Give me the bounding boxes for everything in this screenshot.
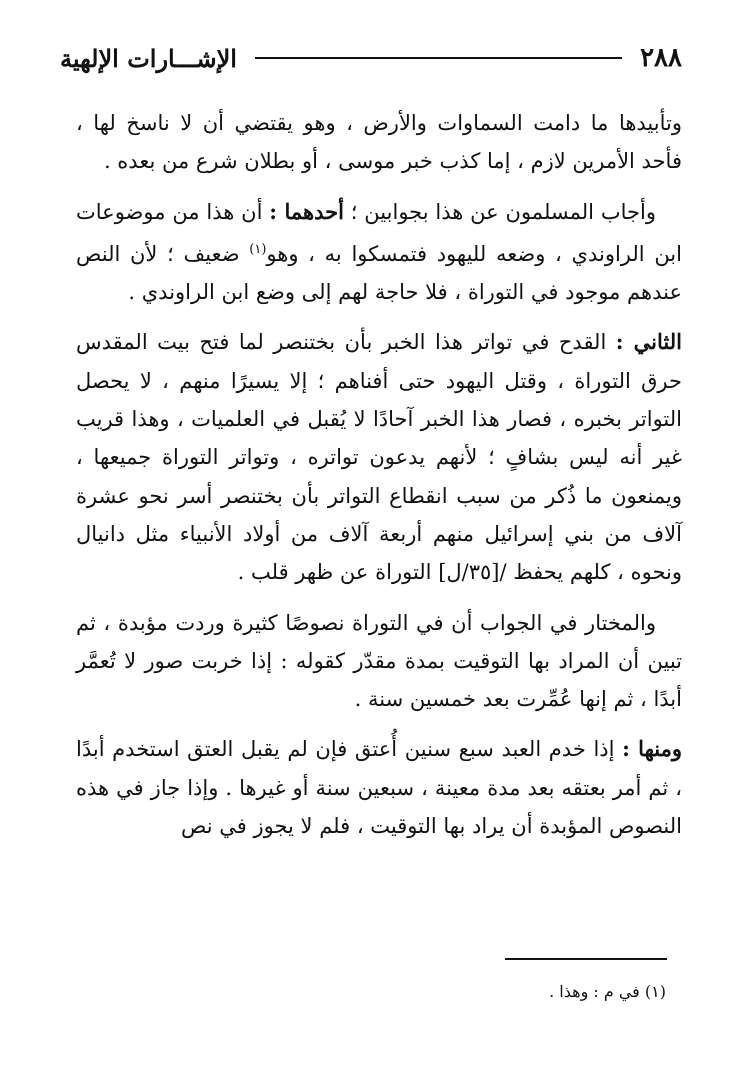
page-number: ٢٨٨ [640, 43, 682, 73]
footnote-reference: (١) [249, 241, 267, 257]
header-rule [255, 57, 622, 59]
paragraph [76, 730, 682, 845]
page-header [60, 38, 682, 78]
running-title: الإشـــارات الإلهية [60, 43, 237, 73]
footnote-rule [505, 958, 667, 960]
section-keyword: الثاني : [615, 329, 682, 355]
section-keyword: ومنها : [622, 736, 682, 762]
paragraph-text: ضعيف ؛ لأن النص عندهم موجود في التوراة ، فلا حاجة لهم إلى وضع ابن الراوندي . [76, 241, 682, 305]
paragraph-text: أن هذا من موضوعات ابن الراوندي ، وضعه لليهود فتمسكوا به ، وهو [76, 199, 682, 266]
section-keyword: أحدهما : [269, 198, 344, 224]
paragraph: وتأبيدها ما دامت السماوات والأرض ، وهو يقتضي أن لا ناسخ لها ، فأحد الأمرين لازم ، إما كذب خبر موسى ، أو بطلان شرع من بعده . [76, 111, 682, 174]
paragraph [76, 193, 682, 312]
paragraph-text: إذا خدم العبد سبع سنين أُعتق فإن لم يقبل العتق استخدم أبدًا ، ثم أمر بعتقه بعد مدة معينة ، سبعين سنة أو غيرها . وإذا جاز في هذه النصوص المؤبدة أن يراد بها التوقيت ، فلم لا يجوز في نص [76, 737, 682, 839]
paragraph-text: القدح في تواتر هذا الخبر بأن بختنصر لما فتح بيت المقدس حرق التوراة ، وقتل اليهود حتى أفناهم ؛ إلا يسيرًا منهم ، لا يحصل التواتر بخبره ، فصار هذا الخبر آحادًا لا يُقبل في العلميات ، وهذا قريب غير أنه ليس بشافٍ ؛ لأنهم يدعون تواتره ، وتواتر التوراة جميعها ، ويمنعون ما ذُكر من سبب انقطاع التواتر بأن بختنصر أسر نحو عشرة آلاف من بني إسرائيل منهم أربعة آلاف من أولاد الأنبياء مثل دانيال ونحوه ، كلهم يحفظ /[٣٥/ل] التوراة عن ظهر قلب . [76, 330, 682, 585]
main-text [76, 104, 682, 857]
paragraph: والمختار في الجواب أن في التوراة نصوصًا كثيرة وردت مؤبدة ، ثم تبين أن المراد بها التوقيت بمدة مقدّر كقوله : إذا خربت صور لا تُعمَّر أبدًا ، ثم إنها عُمِّرت بعد خمسين سنة . [76, 610, 682, 712]
footnote: (١) في م : وهذا . [549, 982, 666, 1001]
paragraph [76, 323, 682, 591]
paragraph-text: وأجاب المسلمون عن هذا بجوابين ؛ [350, 199, 656, 224]
